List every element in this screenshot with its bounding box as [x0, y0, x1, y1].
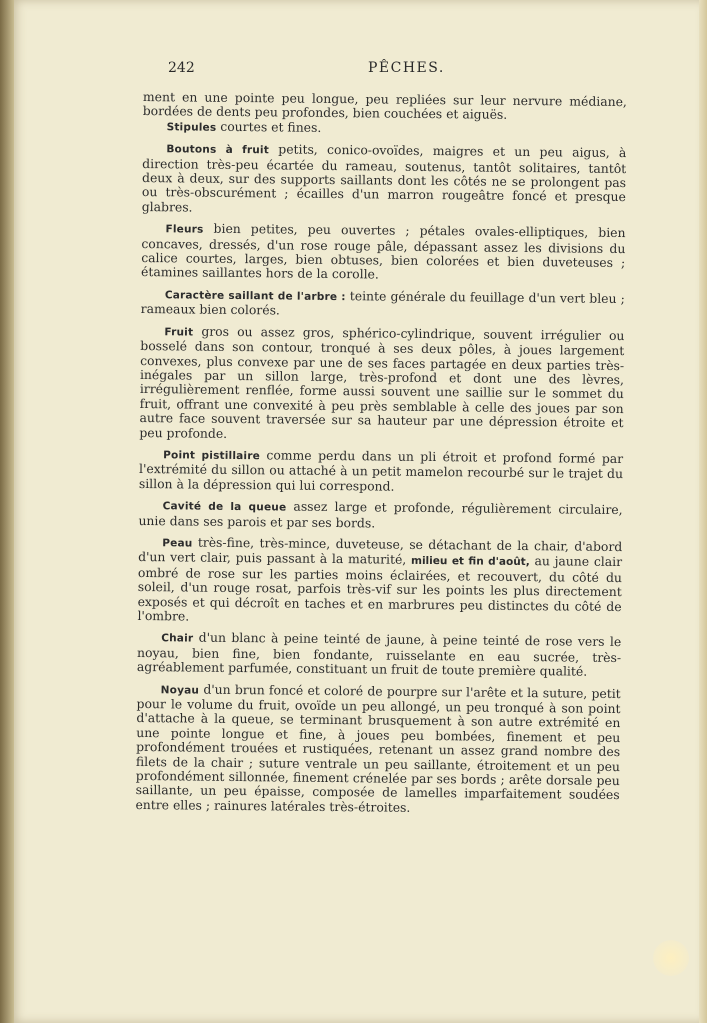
page-edge	[699, 0, 707, 1023]
term-label: Chair	[161, 632, 194, 645]
paragraph-fleurs: Fleurs bien petites, peu ouvertes ; pétales ovales-elliptiques, bien concaves, dressés, d'un rose rouge pâle, dépassant assez les divisions du calice courtes, larges, bien obtuses, bien colorées et bien duveteuses ; étamines saillantes hors de la corolle.	[141, 220, 626, 282]
paragraph-point-pistillaire: Point pistillaire comme perdu dans un pli étroit et profond formé par l'extrémité du sillon ou attaché à un petit mamelon recourbé sur le trajet du sillon à la dépression qui lui correspond.	[138, 447, 624, 494]
paragraph-continuation: ment en une pointe peu longue, peu repliées sur leur nervure médiane, bordées de dents peu profondes, bien couchées et aiguës.	[142, 89, 627, 123]
binding-edge	[0, 0, 14, 1023]
body-text	[135, 90, 627, 824]
paragraph-peau: Peau très-fine, très-mince, duveteuse, se détachant de la chair, d'abord d'un vert clair, puis passant à la maturité, milieu et fin d'août, au jaune clair ombré de rose sur les parties moins éclairées, et recouvert, du côté du soleil, d'un rouge rosat, parfois très-vif sur les points les plus directement exposés et qui décroît en taches et en marbrures peu distinctes du côté de l'ombre.	[137, 534, 623, 624]
paragraph-boutons: Boutons à fruit petits, conico-ovoïdes, maigres et un peu aigus, à direction très-peu écartée du rameau, soutenus, tantôt solitaires, tantôt deux à deux, sur des supports saillants dont les côtés ne se prolongent pas ou très-obscurément ; écailles d'un marron rougeâtre foncé et presque glabres.	[141, 141, 627, 215]
paper-stain	[653, 940, 689, 976]
term-label: Boutons à fruit	[166, 143, 270, 157]
term-label: Fleurs	[165, 223, 204, 236]
paragraph-fruit: Fruit gros ou assez gros, sphérico-cylindrique, souvent irrégulier ou bosselé dans son contour, tronqué à ses deux pôles, à joues largement convexes, plus convexe par une de ses faces partagée en deux parties très-inégales par un sillon large, très-profond et dont une des lèvres, irrégulièrement renflée, forme aussi souvent une saillie sur le sommet du fruit, offrant une convexité à peu près semblable à celle des joues par son autre face souvent traversée sur sa hauteur par une dépression étroite et peu profonde.	[139, 323, 625, 441]
ripening-period: milieu et fin d'août,	[410, 555, 530, 569]
term-label: Stipules	[166, 121, 217, 134]
term-label: Point pistillaire	[163, 449, 261, 463]
page-number: 242	[168, 60, 195, 76]
term-label: Caractère saillant de l'arbre :	[164, 289, 346, 304]
term-label: Fruit	[164, 325, 194, 339]
paragraph-stipules: Stipules courtes et fines.	[166, 118, 322, 135]
page-header	[0, 60, 707, 84]
paragraph-noyau: Noyau d'un brun foncé et coloré de pourpre sur l'arête et la suture, petit pour le volume du fruit, ovoïde un peu allongé, un peu tronqué à son point d'attache à la queue, se terminant brusquement à son autre extrémité en une pointe longue et fine, à joues peu bombées, finement et peu profondément trouées et rustiquées, retenant un assez grand nombre des filets de la chair ; suture ventrale un peu saillante, étroitement et un peu profondément sillonnée, finement crénelée par ses bords ; arête dorsale peu saillante, un peu épaisse, composée de lamelles imparfaitement soudées entre elles ; rainures latérales très-étroites.	[135, 681, 621, 815]
paragraph-caractere: Caractère saillant de l'arbre : teinte générale du feuillage d'un vert bleu ; rameaux bien colorés.	[140, 288, 625, 318]
paragraph-chair: Chair d'un blanc à peine teinté de jaune, à peine teinté de rose vers le noyau, bien fine, bien fondante, ruisselante en eau sucrée, très-agréablement parfumée, constituant un fruit de toute première qualité.	[136, 629, 622, 679]
running-title: PÊCHES.	[368, 60, 445, 76]
paragraph-cavite: Cavité de la queue assez large et profonde, régulièrement circulaire, unie dans ses parois et par ses bords.	[138, 498, 623, 531]
term-label: Noyau	[160, 683, 200, 697]
term-label: Peau	[162, 537, 193, 550]
term-label: Cavité de la queue	[162, 500, 287, 514]
